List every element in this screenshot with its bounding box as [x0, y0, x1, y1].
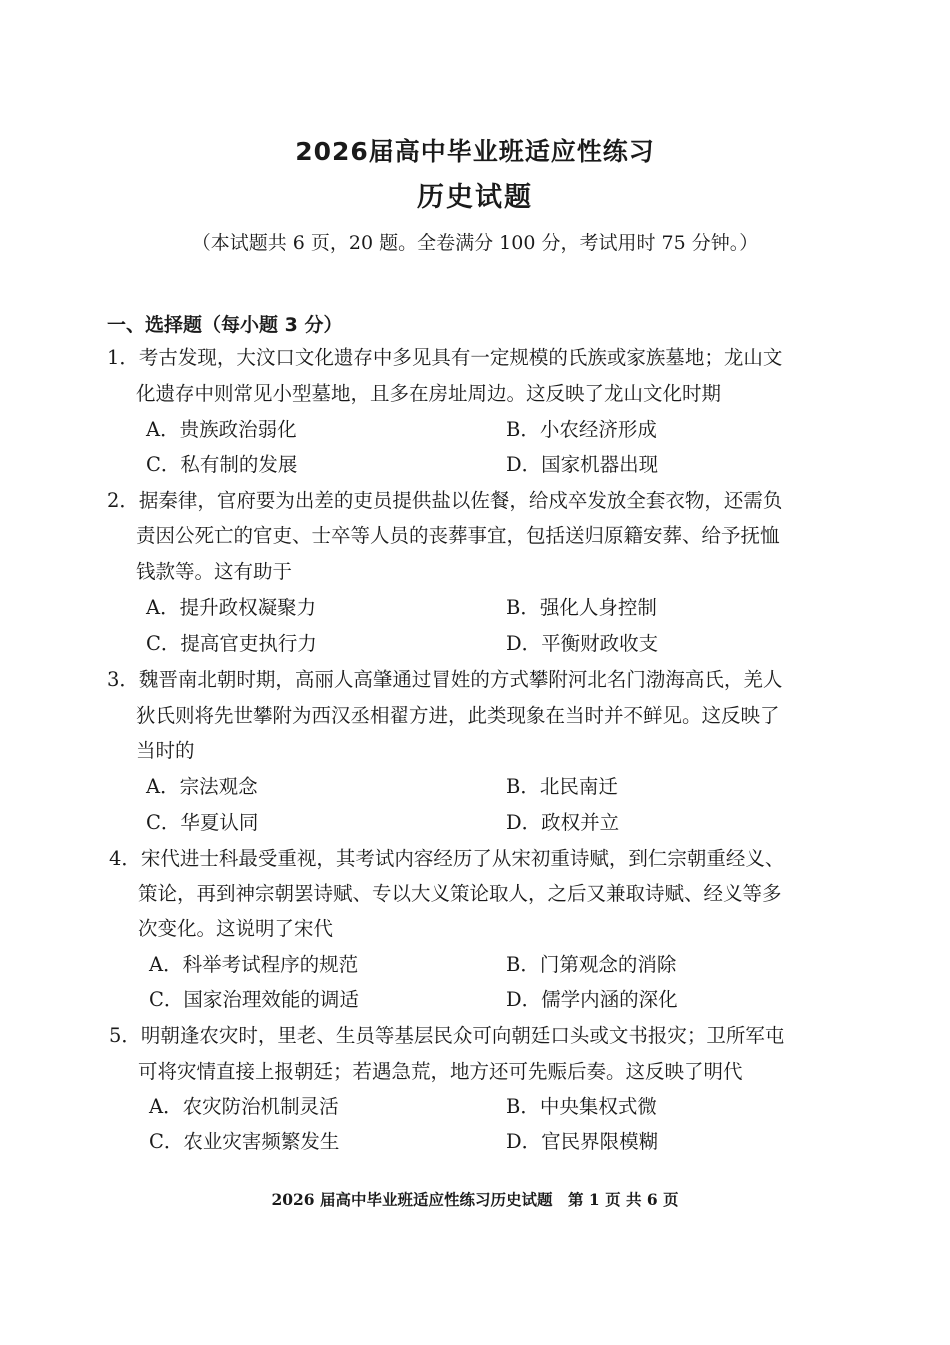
question-5-option-a: A．农灾防治机制灵活 — [149, 1095, 339, 1118]
exam-note: （本试题共 6 页，20 题。全卷满分 100 分，考试用时 75 分钟。） — [191, 232, 759, 254]
question-4-option-b: B．门第观念的消除 — [506, 953, 677, 976]
question-5-option-d: D．官民界限模糊 — [506, 1130, 659, 1153]
exam-subject: 历史试题 — [417, 182, 533, 213]
question-2-option-d: D．平衡财政收支 — [506, 632, 659, 655]
question-1-line-2: 化遗存中则常见小型墓地，且多在房址周边。这反映了龙山文化时期 — [136, 382, 722, 405]
question-4-option-c: C．国家治理效能的调适 — [149, 988, 359, 1011]
question-4-option-d: D．儒学内涵的深化 — [506, 988, 678, 1011]
question-5-option-c: C．农业灾害频繁发生 — [149, 1130, 340, 1153]
question-2-option-a: A．提升政权凝聚力 — [146, 596, 317, 619]
question-2-line-3: 钱款等。这有助于 — [136, 560, 293, 583]
question-4-line-3: 次变化。这说明了宋代 — [138, 917, 334, 940]
question-1-option-a: A．贵族政治弱化 — [146, 418, 297, 441]
question-3-option-a: A．宗法观念 — [146, 775, 258, 798]
question-3-option-b: B．北民南迁 — [506, 775, 618, 798]
section-title: 一、选择题（每小题 3 分） — [107, 314, 343, 336]
question-1-option-d: D．国家机器出现 — [506, 453, 659, 476]
question-4-line-1: 4．宋代进士科最受重视，其考试内容经历了从宋初重诗赋，到仁宗朝重经义、 — [109, 847, 785, 870]
question-2-option-c: C．提高官吏执行力 — [146, 632, 317, 655]
question-5-option-b: B．中央集权式微 — [506, 1095, 657, 1118]
question-3-option-d: D．政权并立 — [506, 811, 620, 834]
page-footer: 2026 届高中毕业班适应性练习历史试题 第 1 页 共 6 页 — [271, 1190, 679, 1209]
question-2-option-b: B．强化人身控制 — [506, 596, 657, 619]
question-5-line-2: 可将灾情直接上报朝廷；若遇急荒，地方还可先赈后奏。这反映了明代 — [138, 1060, 743, 1083]
question-4-line-2: 策论，再到神宗朝罢诗赋、专以大义策论取人，之后又兼取诗赋、经义等多 — [138, 882, 782, 905]
question-3-option-c: C．华夏认同 — [146, 811, 259, 834]
question-1-line-1: 1．考古发现，大汶口文化遗存中多见具有一定规模的氏族或家族墓地；龙山文 — [107, 346, 783, 369]
question-3-line-2: 狄氏则将先世攀附为西汉丞相翟方进，此类现象在当时并不鲜见。这反映了 — [136, 704, 780, 727]
question-2-line-1: 2．据秦律，官府要为出差的吏员提供盐以佐餐，给戍卒发放全套衣物，还需负 — [107, 489, 783, 512]
exam-title: 2026届高中毕业班适应性练习 — [295, 137, 655, 166]
question-5-line-1: 5．明朝逢农灾时，里老、生员等基层民众可向朝廷口头或文书报灾；卫所军屯 — [109, 1024, 785, 1047]
question-3-line-1: 3．魏晋南北朝时期，高丽人高肇通过冒姓的方式攀附河北名门渤海高氏，羌人 — [107, 668, 783, 691]
question-2-line-2: 责因公死亡的官吏、士卒等人员的丧葬事宜，包括送归原籍安葬、给予抚恤 — [136, 524, 780, 547]
question-4-option-a: A．科举考试程序的规范 — [149, 953, 359, 976]
question-1-option-b: B．小农经济形成 — [506, 418, 657, 441]
question-3-line-3: 当时的 — [136, 739, 195, 762]
question-1-option-c: C．私有制的发展 — [146, 453, 298, 476]
